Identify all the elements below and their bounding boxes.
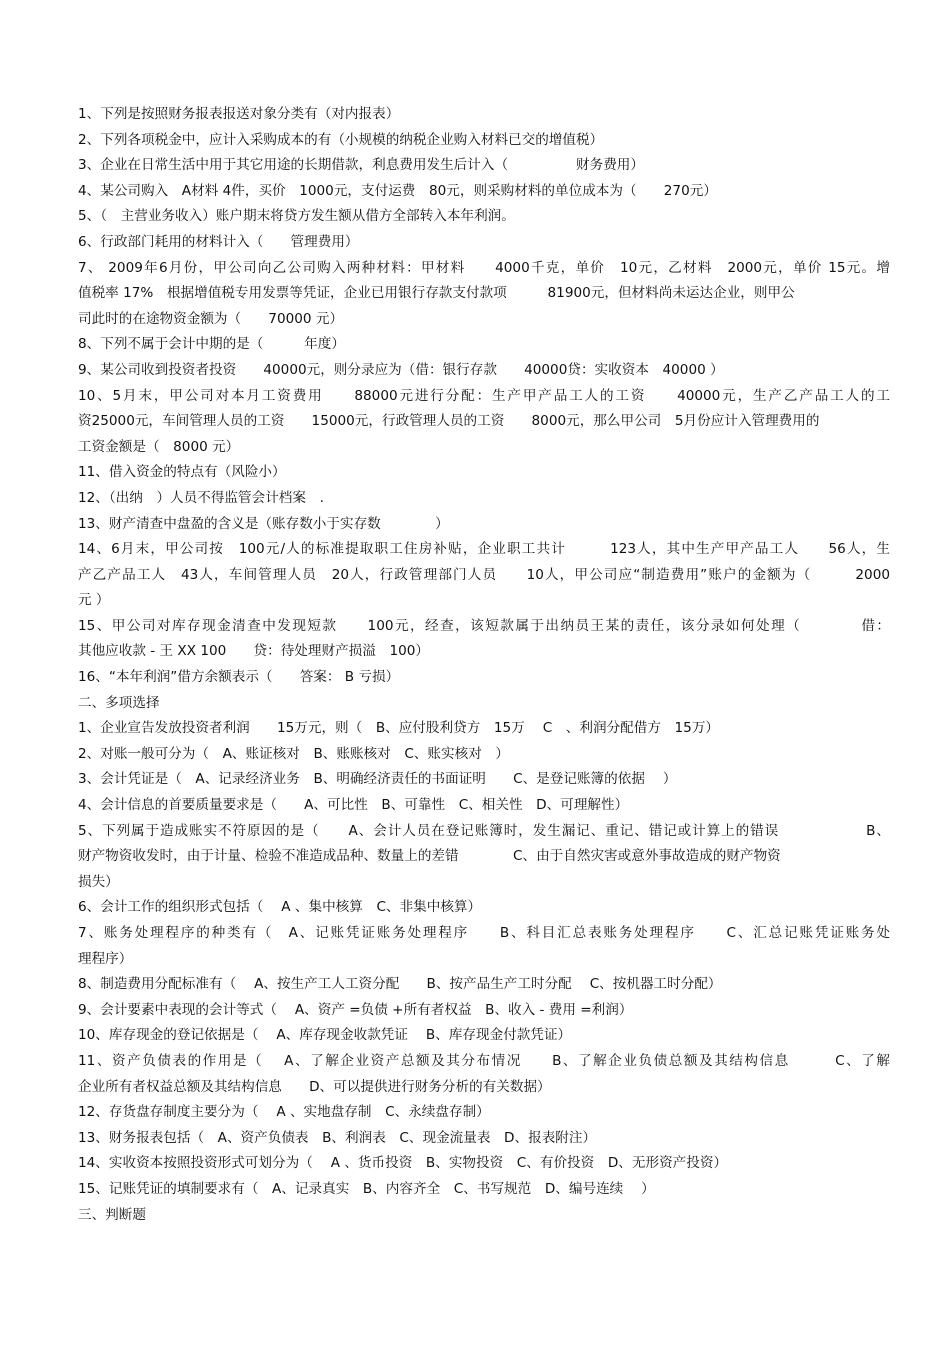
question-continuation: 理程序） [78,950,133,967]
question-item: 4、会计信息的首要质量要求是（ A、可比性 B、可靠性 C、相关性 D、可理解性） [78,797,629,814]
document-body [78,102,890,1228]
question-item: 2、对账一般可分为（ A、账证核对 B、账账核对 C、账实核对 ） [78,745,509,762]
question-item: 1、企业宣告发放投资者利润 15万元，则（ B、应付股利贷方 15万 C 、利润分配借方 15万） [78,720,720,737]
question-continuation: 其他应收款 - 王 XX 100 贷：待处理财产损溢 100） [78,643,429,660]
question-item: 8、下列不属于会计中期的是（ 年度） [78,336,345,353]
question-item: 9、会计要素中表现的会计等式（ A、资产 =负债 +所有者权益 B、收入 - 费用 =利润） [78,1001,633,1018]
question-item: 7、账务处理程序的种类有（ A、记账凭证账务处理程序 B、科目汇总表账务处理程序 C、汇总记账凭证账务处 [78,925,890,941]
question-item: 11、资产负债表的作用是（ A、了解企业资产总额及其分布情况 B、了解企业负债总额及其结构信息 C、了解 [78,1052,890,1069]
question-item: 13、财务报表包括（ A、资产负债表 B、利润表 C、现金流量表 D、报表附注） [78,1129,597,1146]
question-item: 8、制造费用分配标准有（ A、按生产工人工资分配 B、按产品生产工时分配 C、按机器工时分配） [78,976,722,993]
question-item: 11、借入资金的特点有（风险小） [78,464,286,481]
question-item: 13、财产清查中盘盈的含义是（账存数小于实存数 ） [78,515,449,532]
question-item: 9、某公司收到投资者投资 40000元，则分录应为（借：银行存款 40000贷：实收资本 40000 ） [78,361,724,378]
question-continuation: 司此时的在途物资金额为（ 70000 元） [78,310,344,327]
question-item: 4、某公司购入 A材料 4件，买价 1000元，支付运费 80元，则采购材料的单位成本为（ 270元） [78,182,717,199]
question-continuation: 资25000元，车间管理人员的工资 15000元，行政管理人员的工资 8000元，那么甲公司 5月份应计入管理费用的 [78,413,820,430]
question-item: 5、下列属于造成账实不符原因的是（ A、会计人员在登记账簿时，发生漏记、重记、错记或计算上的错误 B、 [78,822,890,839]
question-item: 12、（出纳 ）人员不得监管会计档案 . [78,489,324,506]
question-item: 5、（ 主营业务收入）账户期末将贷方发生额从借方全部转入本年利润。 [78,208,515,225]
question-item: 7、 2009年6月份，甲公司向乙公司购入两种材料：甲材料 4000千克，单价 10元，乙材料 2000元，单价 15元。增 [78,259,890,276]
section-heading: 二、多项选择 [78,694,160,711]
question-item: 3、会计凭证是（ A、记录经济业务 B、明确经济责任的书面证明 C、是登记账簿的依据 ） [78,771,677,788]
question-continuation: 元 ） [78,592,110,609]
question-item: 10、5月末，甲公司对本月工资费用 88000元进行分配：生产甲产品工人的工资 40000元，生产乙产品工人的工 [78,387,890,404]
question-item: 16、“本年利润”借方余额表示（ 答案： B 亏损） [78,669,400,686]
section-heading: 三、判断题 [78,1206,146,1223]
question-continuation: 财产物资收发时，由于计量、检验不准造成品种、数量上的差错 C、由于自然灾害或意外事故造成的财产物资 [78,848,781,865]
question-continuation: 值税率 17% 根据增值税专用发票等凭证，企业已用银行存款支付款项 81900元，但材料尚未运达企业，则甲公 [78,285,795,302]
question-item: 10、库存现金的登记依据是（ A、库存现金收款凭证 B、库存现金付款凭证） [78,1027,572,1044]
question-item: 1、下列是按照财务报表报送对象分类有（对内报表） [78,106,400,122]
question-item: 2、下列各项税金中，应计入采购成本的有（小规模的纳税企业购入材料已交的增值税） [78,131,604,148]
question-item: 14、实收资本按照投资形式可划分为（ A 、货币投资 B、实物投资 C、有价投资 D、无形资产投资） [78,1155,728,1172]
question-continuation: 工资金额是（ 8000 元） [78,438,240,455]
question-continuation: 产乙产品工人 43人，车间管理人员 20人，行政管理部门人员 10人，甲公司应“制造费用”账户的金额为（ 2000 [78,566,890,583]
question-item: 15、记账凭证的填制要求有（ A、记录真实 B、内容齐全 C、书写规范 D、编号连续 ） [78,1180,655,1197]
question-item: 15、甲公司对库存现金清查中发现短款 100元，经查，该短款属于出纳员王某的责任，该分录如何处理（ 借： [78,617,890,634]
question-item: 12、存货盘存制度主要分为（ A 、实地盘存制 C、永续盘存制） [78,1104,490,1121]
question-continuation: 损失） [78,873,119,890]
question-item: 3、企业在日常生活中用于其它用途的长期借款，利息费用发生后计入（ 财务费用） [78,157,644,174]
question-item: 6、会计工作的组织形式包括（ A 、集中核算 C、非集中核算） [78,899,482,916]
question-item: 14、6月末，甲公司按 100元/人的标准提取职工住房补贴，企业职工共计 123人，其中生产甲产品工人 56人，生 [78,541,890,558]
question-item: 6、行政部门耗用的材料计入（ 管理费用） [78,233,359,250]
question-continuation: 企业所有者权益总额及其结构信息 D、可以提供进行财务分析的有关数据） [78,1078,551,1095]
